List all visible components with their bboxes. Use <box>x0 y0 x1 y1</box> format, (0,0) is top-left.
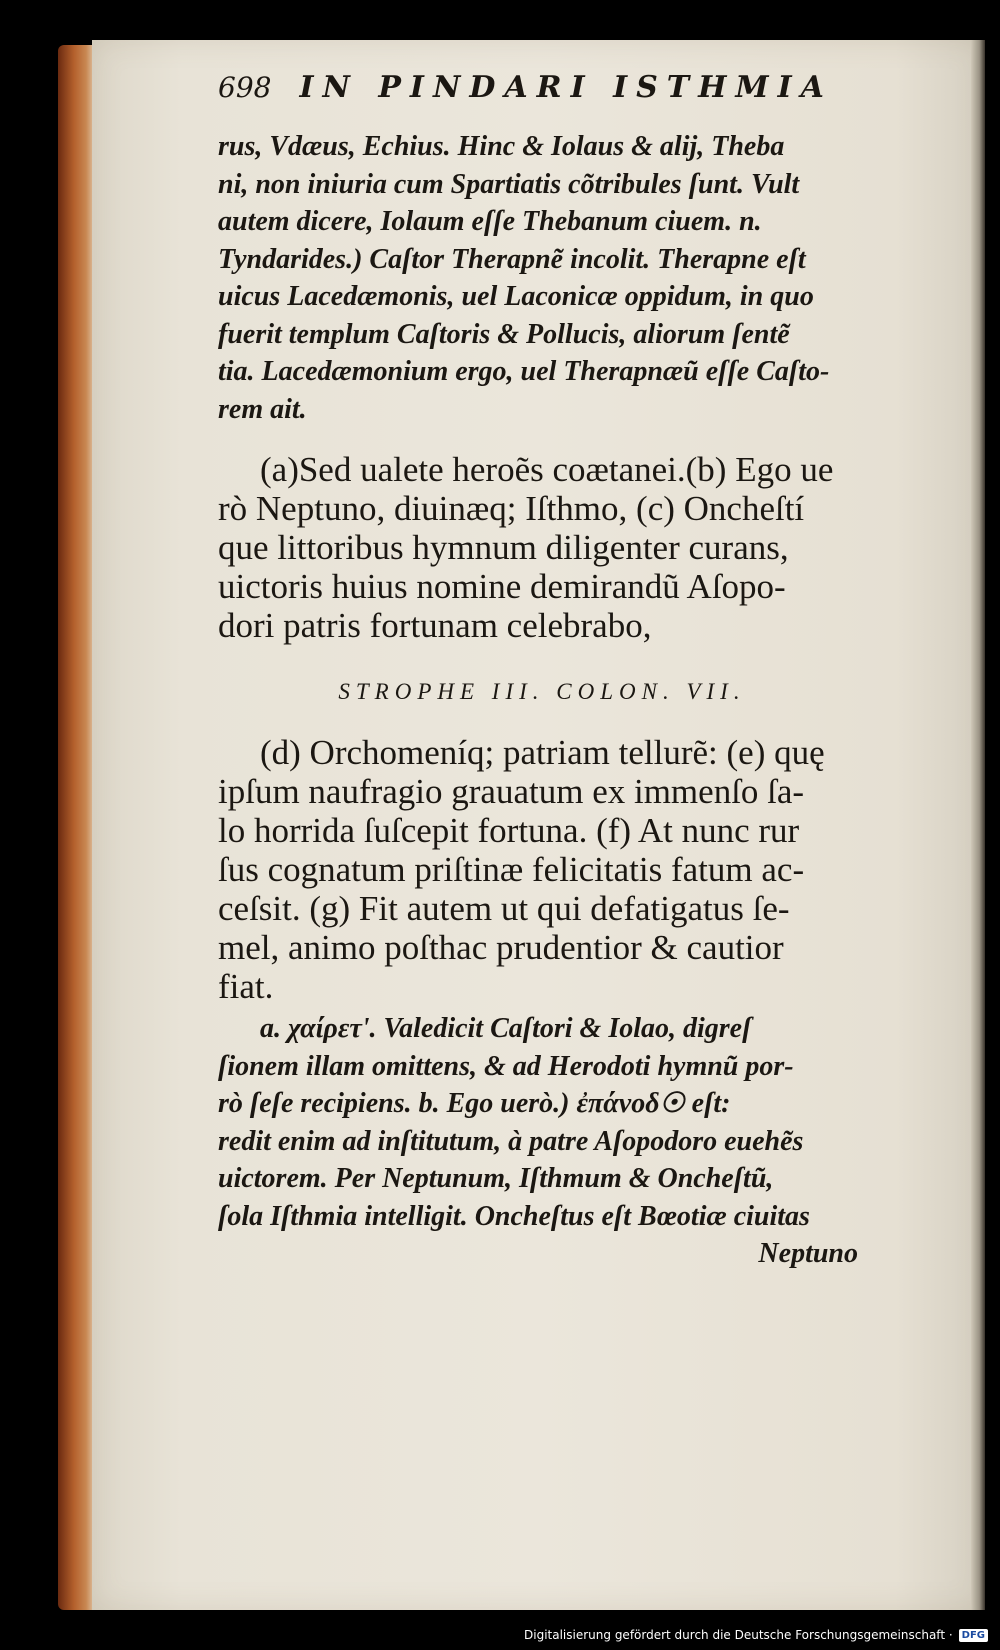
translation-block-1 <box>218 450 866 645</box>
commentary-line: uicus Lacedæmonis, uel Laconicæ oppidum, in quo <box>218 281 814 312</box>
translation-line: ceſsit. (g) Fit autem ut qui defatigatus ſe- <box>218 889 790 928</box>
translation-line: (d) Orchomeníq; patriam tellurẽ: (e) quę <box>260 733 825 772</box>
commentary-line: ſola Iſthmia intelligit. Oncheſtus eſt Bœotiæ ciuitas <box>218 1200 810 1232</box>
commentary-line: Tyndarides.) Caſtor Therapnẽ incolit. Therapne eſt <box>218 243 806 275</box>
translation-line: (a)Sed ualete heroẽs coætanei.(b) Ego ue <box>260 450 834 489</box>
page-content <box>218 70 866 1273</box>
translation-line: que littoribus hymnum diligenter curans, <box>218 528 789 567</box>
footer-text: Digitalisierung gefördert durch die Deutsche Forschungsgemeinschaft · <box>524 1628 953 1642</box>
commentary-line: rus, Vdæus, Echius. Hinc & Iolaus & alij, Theba <box>218 131 785 162</box>
funding-footer <box>0 1620 1000 1650</box>
translation-line: rò Neptuno, diuinæq; Iſthmo, (c) Oncheſtí <box>218 489 805 528</box>
translation-block-2 <box>218 733 866 1006</box>
commentary-line: ni, non iniuria cum Spartiatis cõtribules ſunt. Vult <box>218 168 800 200</box>
commentary-line: ſionem illam omittens, & ad Herodoti hymnũ por- <box>218 1050 794 1082</box>
commentary-line: tia. Lacedæmonium ergo, uel Therapnæũ eſſe Caſto- <box>218 356 830 387</box>
translation-line: lo horrida ſuſcepit fortuna. (f) At nunc rur <box>218 811 800 850</box>
commentary-line: rò ſeſe recipiens. b. Ego uerò.) ἐπάνοδ☉ eſt: <box>218 1088 731 1119</box>
commentary-line: fuerit templum Caſtoris & Pollucis, aliorum ſentẽ <box>218 318 790 350</box>
catchword: Neptuno <box>758 1238 858 1269</box>
translation-line: mel, animo poſthac prudentior & cautior <box>218 928 784 967</box>
dfg-logo: DFG <box>959 1629 988 1642</box>
translation-line: fiat. <box>218 967 274 1006</box>
translation-line: uictoris huius nomine demirandũ Aſopo- <box>218 567 786 606</box>
translation-line: ſus cognatum priſtinæ felicitatis fatum ac- <box>218 850 805 889</box>
strophe-heading: STROPHE III. COLON. VII. <box>338 679 746 704</box>
commentary-line: autem dicere, Iolaum eſſe Thebanum ciuem. n. <box>218 206 762 237</box>
commentary-line: uictorem. Per Neptunum, Iſthmum & Oncheſtũ, <box>218 1163 774 1194</box>
page-gutter-shadow <box>971 40 985 1610</box>
commentary-line: rem ait. <box>218 393 307 425</box>
commentary-line: redit enim ad inſtitutum, à patre Aſopodoro euehẽs <box>218 1125 804 1157</box>
translation-line: ipſum naufragio grauatum ex immenſo ſa- <box>218 772 805 811</box>
translation-line: dori patris fortunam celebrabo, <box>218 606 652 645</box>
running-title: IN PINDARI ISTHMIA <box>299 70 833 105</box>
commentary-bottom <box>218 1010 866 1273</box>
commentary-line: a. χαίρετ'. Valedicit Caſtori & Iolao, digreſ <box>260 1013 752 1044</box>
commentary-top <box>218 128 866 428</box>
running-header <box>218 70 866 128</box>
page-number: 698 <box>218 71 272 104</box>
